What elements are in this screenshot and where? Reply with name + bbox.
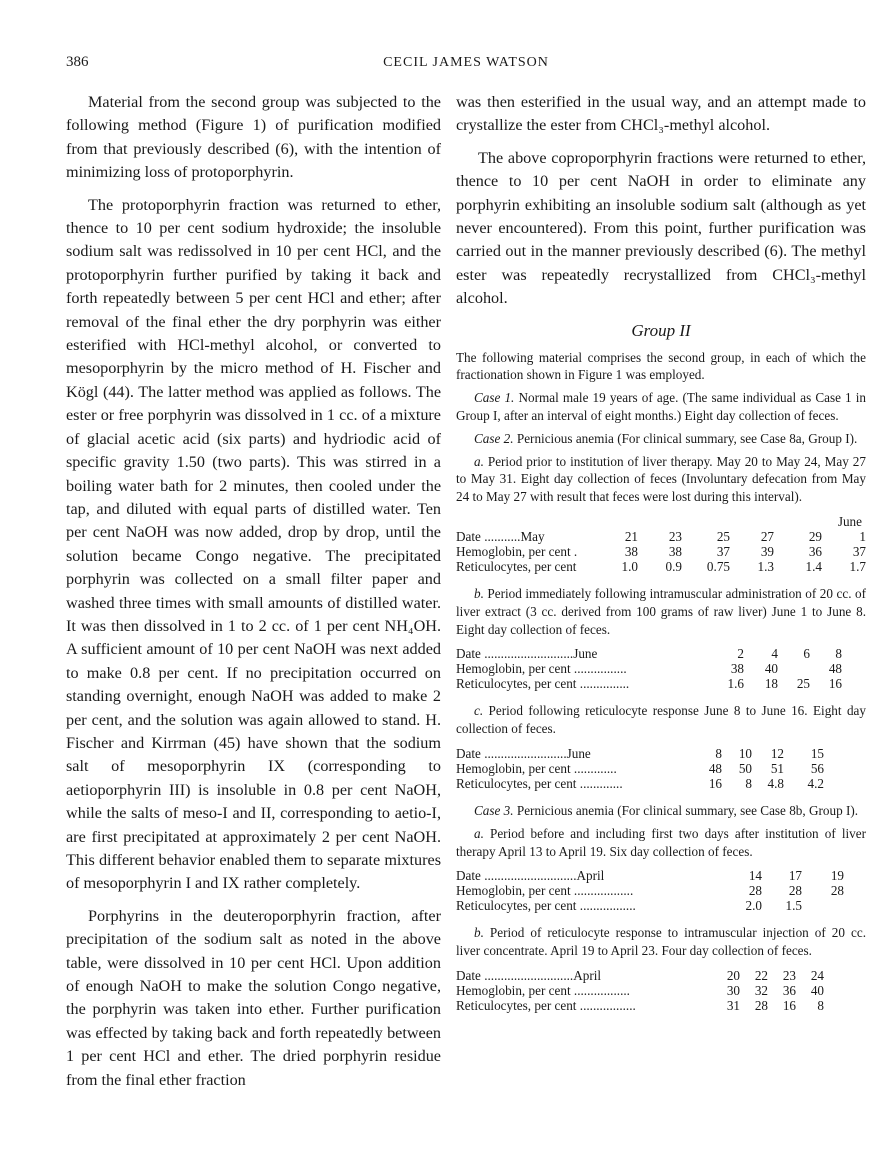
cell-value: 1.0	[621, 559, 638, 575]
case-2c: c. Period following reticulocyte response June 8 to June 16. Eight day collection of feces.	[456, 703, 866, 737]
cell-value: 25	[716, 529, 730, 545]
paragraph: Porphyrins in the deuteroporphyrin fraction, after precipitation of the sodium salt as noted in the above table, were dissolved in 10 per cent HCl. Upon addition of enough NaOH to make the solution Congo negative, the porphyrin was taken into ether. Further purification was effected by taking back and forth repeatedly between 1 per cent HCl and ether. The dried porphyrin residue from the final ether fraction	[66, 906, 441, 1089]
cell-value: 1	[859, 529, 866, 545]
cell-value: 31	[726, 998, 740, 1013]
row-label: Hemoglobin, per cent .................	[456, 983, 630, 998]
table-row	[456, 983, 866, 998]
cell-value: 27	[760, 529, 774, 545]
row-label: Date ...........May	[456, 529, 545, 545]
row-label: Hemoglobin, per cent .............	[456, 761, 617, 777]
table-row	[456, 776, 866, 791]
cell-value: 17	[788, 868, 802, 884]
case-2a: a. Period prior to institution of liver therapy. May 20 to May 24, May 27 to May 31. Eight day collection of feces (Involuntary defecation from May 24 to May 27 with result that feces were lost during this interval).	[456, 453, 866, 505]
case-2: Case 2. Pernicious anemia (For clinical summary, see Case 8a, Group I).	[474, 430, 858, 446]
cell-value: 23	[782, 968, 796, 983]
cell-value: 20	[726, 968, 740, 983]
section-heading: Group II	[631, 320, 691, 340]
row-label: Date ...........................June	[456, 646, 598, 662]
paragraph: Material from the second group was subjected to the following method (Figure 1) of purification modified from that previously described (6), with the intention of minimizing loss of protoporphyrin.	[66, 93, 441, 182]
cell-value: 48	[828, 661, 842, 677]
paragraph: was then esterified in the usual way, and an attempt made to crystallize the ester from CHCl₃-methyl alcohol.	[456, 93, 866, 135]
row-label: Reticulocytes, per cent ...............	[456, 676, 630, 692]
paragraph: The above coproporphyrin fractions were returned to ether, thence to 10 per cent NaOH in order to eliminate any porphyrin exhibiting an insoluble sodium salt (although as yet never encountered). From this point, further purification was carried out in the manner previously described (6). The methyl ester was repeatedly recrystallized from CHCl₃-methyl alcohol.	[456, 148, 866, 308]
cell-value: 36	[808, 544, 822, 560]
table-row	[456, 761, 866, 776]
cell-value: 40	[764, 661, 778, 677]
table-case-3a	[456, 868, 866, 913]
cell-value: 12	[770, 746, 784, 762]
page-header	[66, 54, 866, 76]
cell-value: 23	[668, 529, 682, 545]
cell-value: 25	[796, 676, 810, 692]
paragraph: The protoporphyrin fraction was returned to ether, thence to 10 per cent sodium hydroxide; the insoluble sodium salt was redissolved in 10 per cent HCl, and the protoporphyrin further purified by taking it back and forth repeatedly between 5 per cent HCl and ether; after removal of the final ether the dry porphyrin was either esterified with HCl-methyl alcohol, or converted to mesoporphyrin by the micro method of H. Fischer and Kögl (44). The latter method was applied as follows. The ester or free porphyrin was dissolved in 1 cc. of a mixture of glacial acetic acid (six parts) and hydriodic acid of specific gravity 1.50 (two parts). This was stirred in a boiling water bath for 2 minutes, then cooled under the tap, and diluted with equal parts of distilled water. Ten per cent NaOH was now added, drop by drop, until the solution became Congo negative. The precipitated porphyrin was collected on a small filter paper and washed three times with small amounts of distilled water. It was then dissolved in 1 to 2 cc. of 1 per cent NH₄OH. A sufficient amount of 10 per cent NaOH was next added to make 0.8 per cent. If no precipitation occurred on standing overnight, enough NaOH was added to make 2 per cent, and the solution was again allowed to stand. H. Fischer and Kirrman (45) have shown that the sodium salt of mesoporphyrin IX (corresponding to aetioporphyrin III) is insoluble in 0.8 per cent NaOH, while the salts of meso-I and II, corresponding to aetio-I, are first precipitated at approximately 2 per cent NaOH. This different behavior enabled them to separate mixtures of mesoporphyrin I and IX rather completely.	[66, 195, 441, 893]
cell-value: 16	[828, 676, 842, 692]
cell-value: 1.5	[785, 898, 802, 914]
table-case-3b	[456, 968, 866, 1013]
cell-value: 28	[748, 883, 762, 899]
row-label: Date ...........................April	[456, 968, 602, 983]
cell-value: 19	[830, 868, 844, 884]
row-label: Reticulocytes, per cent .................	[456, 998, 636, 1013]
cell-value: 16	[782, 998, 796, 1013]
row-label: Reticulocytes, per cent	[456, 559, 577, 575]
cell-value: 8	[835, 646, 842, 662]
cell-value: 6	[803, 646, 810, 662]
cell-value: 14	[748, 868, 762, 884]
right-column	[456, 91, 866, 1024]
table-row	[456, 559, 866, 574]
cell-value: 8	[715, 746, 722, 762]
cell-value: 39	[760, 544, 774, 560]
cell-value: 29	[808, 529, 822, 545]
table-row	[456, 544, 866, 559]
cell-value: 50	[738, 761, 752, 777]
cell-value: 2	[737, 646, 744, 662]
cell-value: 4.2	[807, 776, 824, 792]
month-label: June	[837, 514, 862, 530]
cell-value: 16	[708, 776, 722, 792]
table-row	[456, 746, 866, 761]
cell-value: 28	[830, 883, 844, 899]
cell-value: 37	[716, 544, 730, 560]
cell-value: 22	[754, 968, 768, 983]
left-column	[66, 91, 441, 1092]
cell-value: 51	[770, 761, 784, 777]
running-title: CECIL JAMES WATSON	[383, 55, 549, 70]
row-label: Hemoglobin, per cent .	[456, 544, 578, 560]
cell-value: 8	[817, 998, 824, 1013]
cell-value: 1.7	[849, 559, 866, 575]
cell-value: 2.0	[745, 898, 762, 914]
cell-value: 1.4	[805, 559, 822, 575]
case-2b: b. Period immediately following intramuscular administration of 20 cc. of liver extract (3 cc. derived from 100 grams of raw liver) June 1 to June 8. Eight day collection of feces.	[456, 586, 866, 637]
intro: The following material comprises the second group, in each of which the fractionation shown in Figure 1 was employed.	[456, 349, 866, 383]
cell-value: 10	[738, 746, 752, 762]
table-row	[456, 968, 866, 983]
case-3a: a. Period before and including first two days after institution of liver therapy April 13 to April 19. Six day collection of feces.	[456, 825, 866, 859]
table-case-2b	[456, 646, 866, 691]
cell-value: 28	[754, 998, 768, 1013]
cell-value: 32	[754, 983, 768, 998]
row-label: Reticulocytes, per cent .............	[456, 776, 623, 792]
row-label: Date ............................April	[456, 868, 605, 884]
table-row	[456, 998, 866, 1013]
row-label: Date .........................June	[456, 746, 591, 762]
cell-value: 24	[810, 968, 824, 983]
row-label: Hemoglobin, per cent ................	[456, 661, 627, 677]
table-row	[456, 529, 866, 544]
cell-value: 18	[764, 676, 778, 692]
table-row	[456, 883, 866, 898]
table-case-2c	[456, 746, 866, 791]
cell-value: 0.9	[665, 559, 682, 575]
table-row	[456, 868, 866, 883]
cell-value: 4	[771, 646, 778, 662]
cell-value: 21	[624, 529, 638, 545]
cell-value: 8	[745, 776, 752, 792]
cell-value: 37	[852, 544, 866, 560]
cell-value: 1.6	[727, 676, 744, 692]
case-3b: b. Period of reticulocyte response to intramuscular injection of 20 cc. liver concentrate. April 19 to April 23. Four day collection of feces.	[456, 925, 866, 959]
table-row	[456, 661, 866, 676]
cell-value: 36	[782, 983, 796, 998]
cell-value: 28	[788, 883, 802, 899]
row-label: Reticulocytes, per cent .................	[456, 898, 636, 914]
cell-value: 48	[708, 761, 722, 777]
page-number: 386	[66, 54, 89, 70]
cell-value: 15	[810, 746, 824, 762]
table-case-2a	[456, 514, 866, 574]
cell-value: 4.8	[767, 776, 784, 792]
cell-value	[778, 661, 810, 676]
cell-value: 56	[810, 761, 824, 777]
cell-value: 40	[810, 983, 824, 998]
table-row	[456, 676, 866, 691]
cell-value: 38	[668, 544, 682, 560]
table-row	[456, 646, 866, 661]
case-3: Case 3. Pernicious anemia (For clinical summary, see Case 8b, Group I).	[474, 803, 859, 819]
table-row	[456, 898, 866, 913]
cell-value: 38	[730, 661, 744, 677]
cell-value: 38	[624, 544, 638, 560]
row-label: Hemoglobin, per cent ..................	[456, 883, 634, 899]
case-1: Case 1. Normal male 19 years of age. (The same individual as Case 1 in Group I, after an interval of eight months.) Eight day collection of feces.	[456, 390, 866, 424]
cell-value: 1.3	[757, 559, 774, 575]
cell-value: 30	[726, 983, 740, 998]
cell-value	[802, 898, 844, 913]
cell-value: 0.75	[706, 559, 730, 575]
